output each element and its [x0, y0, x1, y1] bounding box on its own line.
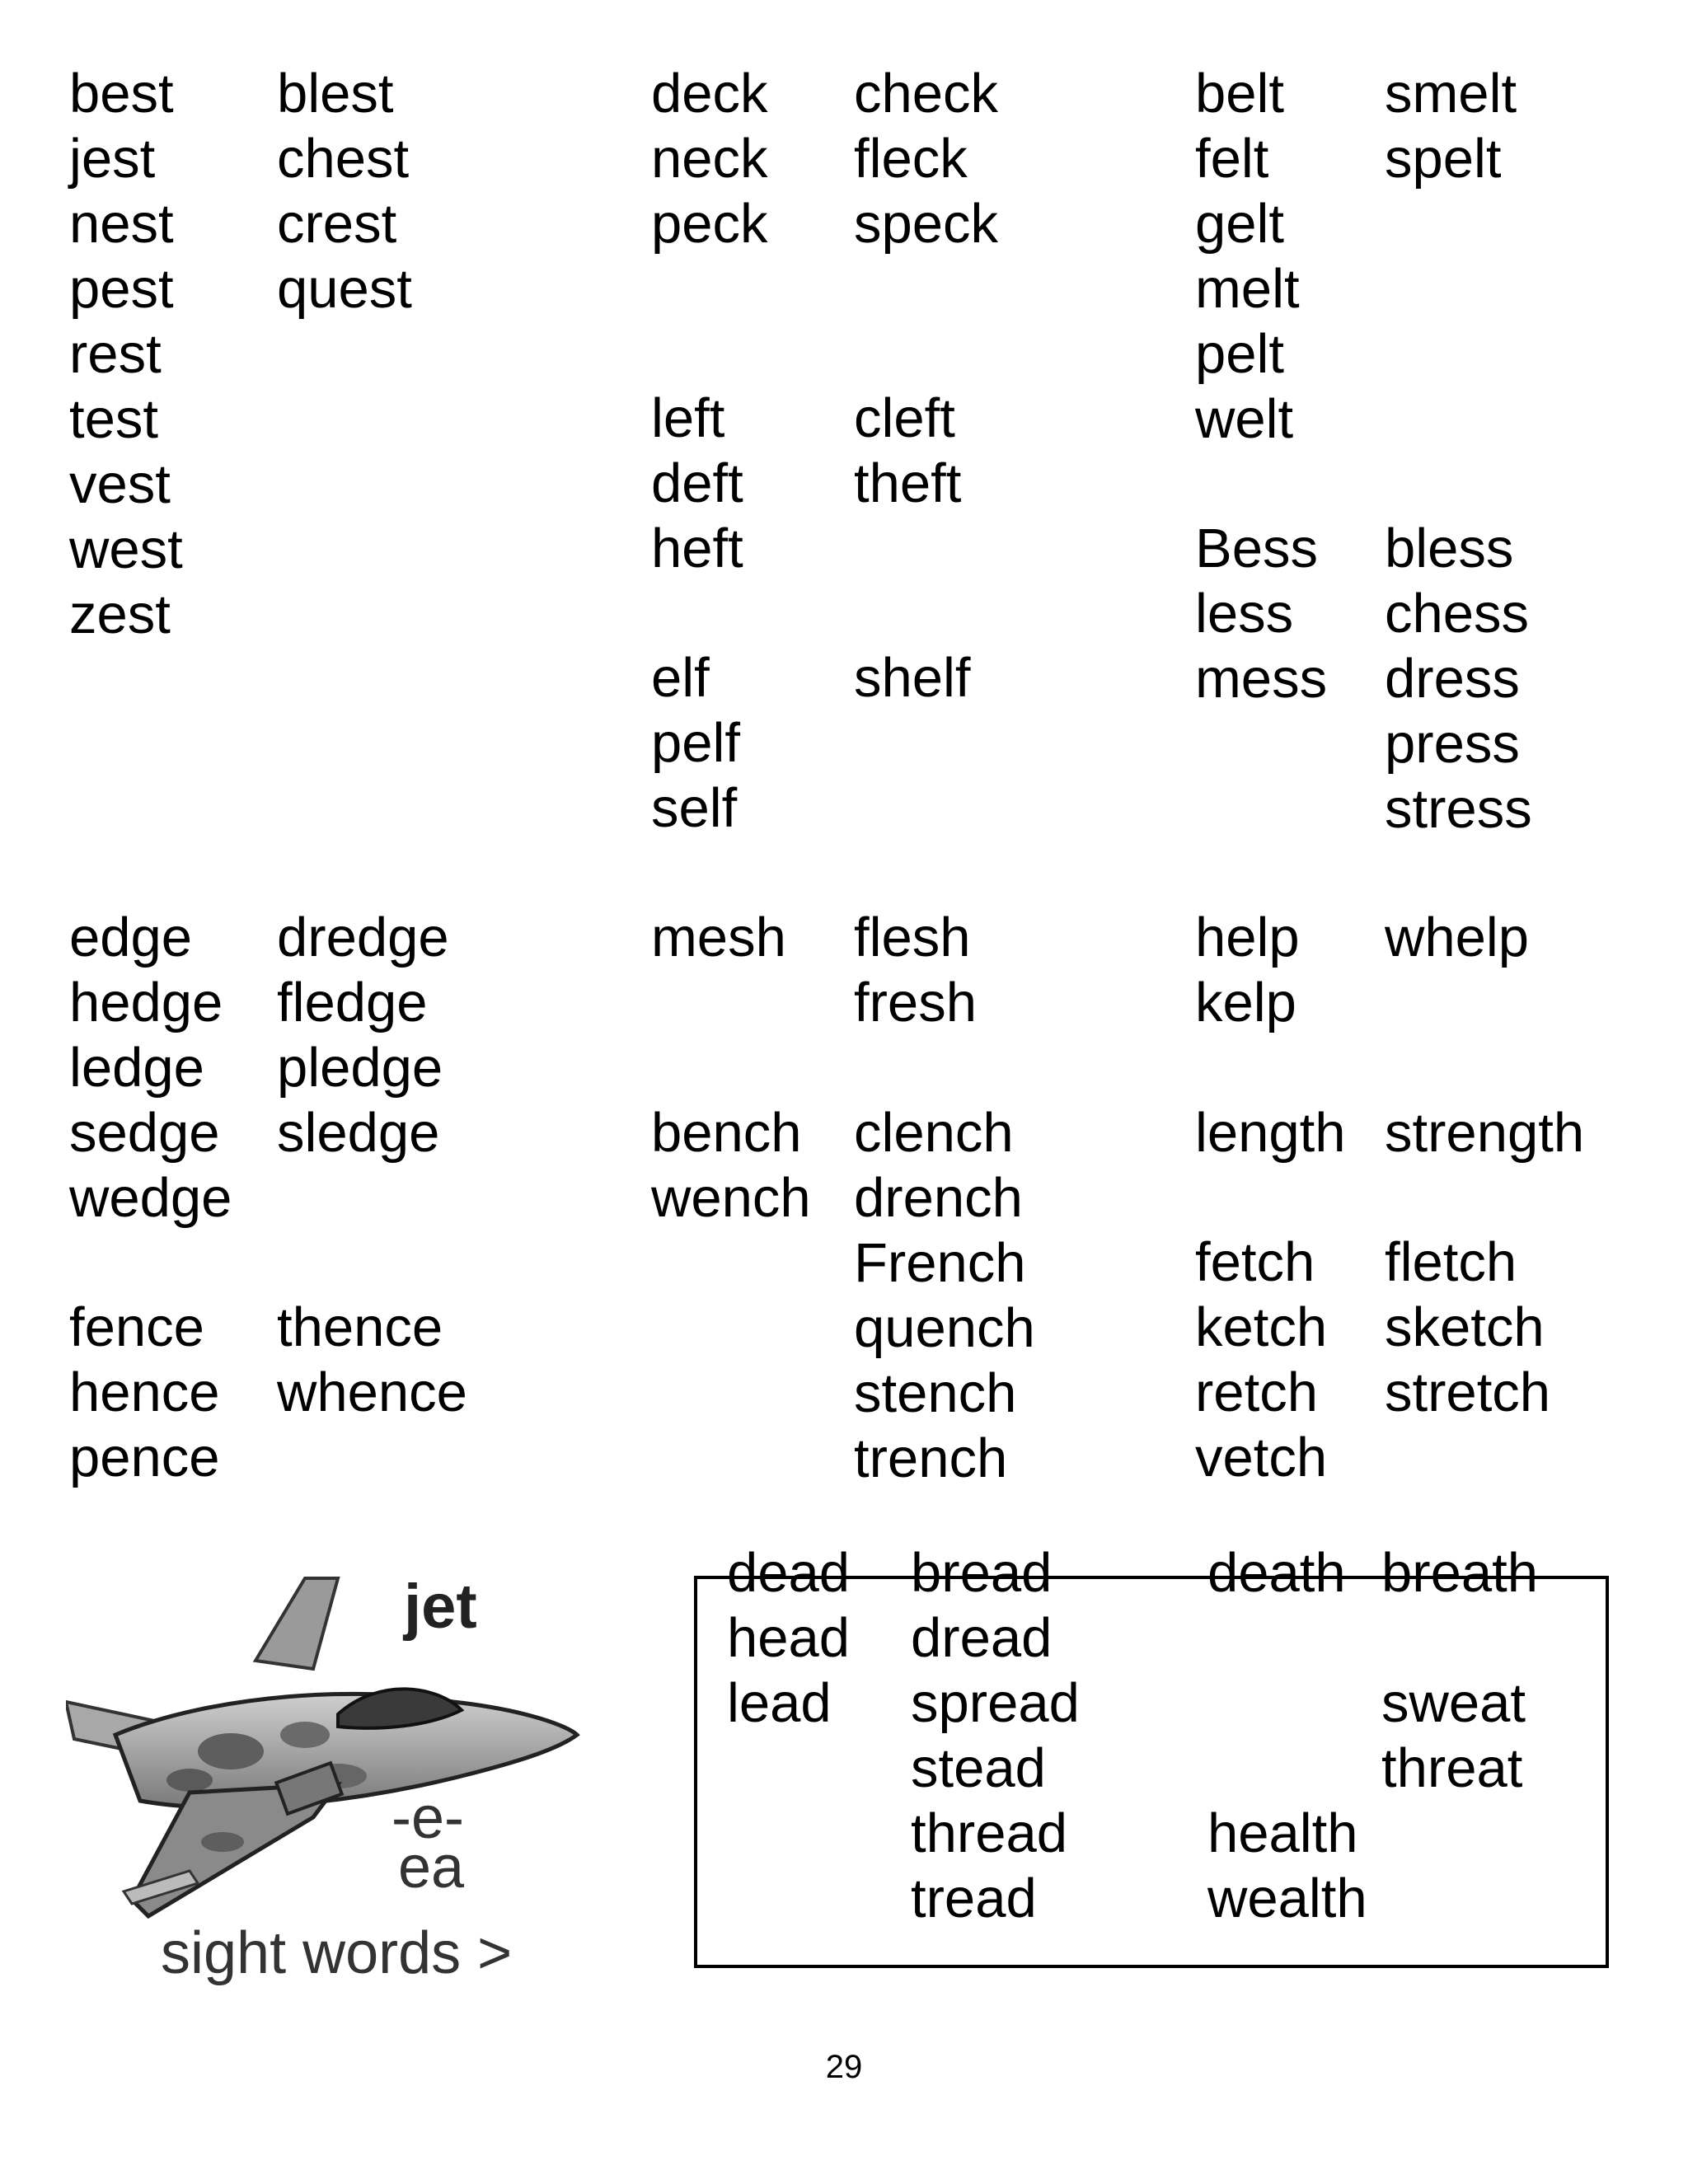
word-item: shelf	[854, 647, 971, 709]
word-item: melt	[1195, 258, 1300, 320]
word-item: death	[1207, 1542, 1346, 1604]
word-item: neck	[651, 128, 768, 190]
word-item: deft	[651, 452, 743, 514]
word-item: mesh	[651, 907, 786, 968]
word-item: sedge	[69, 1102, 220, 1164]
word-item: fetch	[1195, 1231, 1315, 1293]
word-item: zest	[69, 583, 171, 645]
word-item: thence	[277, 1296, 443, 1358]
word-item: test	[69, 388, 158, 450]
word-item: ledge	[69, 1037, 204, 1099]
word-item: threat	[1381, 1737, 1523, 1799]
word-item: pence	[69, 1427, 220, 1488]
word-item: whelp	[1385, 907, 1530, 968]
jet-plane-icon	[66, 1570, 593, 1933]
word-item: spread	[911, 1672, 1080, 1734]
word-item: dead	[727, 1542, 851, 1604]
word-item: quench	[854, 1297, 1035, 1359]
word-item: fence	[69, 1296, 204, 1358]
word-item: bless	[1385, 518, 1514, 579]
word-item: belt	[1195, 63, 1285, 124]
word-item: elf	[651, 647, 710, 709]
word-item: fleck	[854, 128, 968, 190]
word-item: peck	[651, 193, 768, 255]
word-item: dread	[911, 1607, 1053, 1669]
word-item: wench	[651, 1167, 811, 1229]
word-item: fresh	[854, 972, 977, 1033]
illustration-title: jet	[404, 1572, 477, 1642]
word-item: welt	[1195, 388, 1294, 450]
word-item: press	[1385, 713, 1520, 775]
word-item: nest	[69, 193, 174, 255]
word-item: jest	[69, 128, 156, 190]
word-item: left	[651, 387, 725, 449]
word-item: Bess	[1195, 518, 1318, 579]
word-item: help	[1195, 907, 1300, 968]
word-item: wealth	[1207, 1868, 1367, 1929]
word-item: west	[69, 518, 183, 580]
word-item: heft	[651, 518, 743, 579]
word-item: less	[1195, 583, 1294, 644]
word-item: ketch	[1195, 1296, 1328, 1358]
word-item: thread	[911, 1802, 1067, 1864]
word-item: drench	[854, 1167, 1023, 1229]
word-item: French	[854, 1232, 1026, 1294]
word-item: vetch	[1195, 1427, 1328, 1488]
page-number: 29	[825, 2049, 863, 2085]
word-item: breath	[1381, 1542, 1538, 1604]
word-item: head	[727, 1607, 851, 1669]
illustration-pattern-ea: ea	[398, 1835, 465, 1900]
word-item: dredge	[277, 907, 449, 968]
word-item: sledge	[277, 1102, 440, 1164]
word-item: stench	[854, 1362, 1017, 1424]
word-item: sketch	[1385, 1296, 1545, 1358]
word-item: sweat	[1381, 1672, 1526, 1734]
word-item: gelt	[1195, 193, 1285, 255]
word-item: stress	[1385, 778, 1532, 840]
word-item: self	[651, 777, 738, 839]
word-item: trench	[854, 1427, 1008, 1489]
word-item: quest	[277, 258, 412, 320]
word-item: clench	[854, 1102, 1014, 1164]
word-item: mess	[1195, 648, 1328, 710]
word-item: speck	[854, 193, 999, 255]
word-item: fledge	[277, 972, 428, 1033]
word-item: deck	[651, 63, 768, 124]
word-item: hence	[69, 1361, 220, 1423]
word-item: health	[1207, 1802, 1358, 1864]
word-item: best	[69, 63, 174, 124]
word-item: check	[854, 63, 999, 124]
word-item: retch	[1195, 1361, 1318, 1423]
word-item: hedge	[69, 972, 223, 1033]
word-item: strength	[1385, 1102, 1585, 1164]
word-item: pledge	[277, 1037, 443, 1099]
word-item: dress	[1385, 648, 1520, 710]
word-item: fletch	[1385, 1231, 1517, 1293]
word-item: blest	[277, 63, 394, 124]
word-item: crest	[277, 193, 397, 255]
word-item: felt	[1195, 128, 1269, 190]
sight-words-caption: sight words >	[161, 1920, 513, 1986]
word-item: pelt	[1195, 323, 1285, 385]
word-item: kelp	[1195, 972, 1296, 1033]
word-item: bench	[651, 1102, 802, 1164]
word-item: wedge	[69, 1167, 232, 1229]
word-item: chest	[277, 128, 410, 190]
word-item: spelt	[1385, 128, 1502, 190]
illustration-pattern-e: -e-	[392, 1785, 464, 1851]
word-item: chess	[1385, 583, 1530, 644]
word-item: cleft	[854, 387, 955, 449]
word-item: vest	[69, 453, 171, 515]
word-item: length	[1195, 1102, 1346, 1164]
word-item: theft	[854, 452, 962, 514]
word-item: smelt	[1385, 63, 1517, 124]
word-item: rest	[69, 323, 162, 385]
word-item: pest	[69, 258, 174, 320]
word-item: pelf	[651, 712, 741, 774]
word-item: bread	[911, 1542, 1053, 1604]
word-item: tread	[911, 1868, 1037, 1929]
word-item: flesh	[854, 907, 971, 968]
word-item: stretch	[1385, 1361, 1551, 1423]
word-item: stead	[911, 1737, 1046, 1799]
word-item: lead	[727, 1672, 832, 1734]
word-item: whence	[277, 1361, 467, 1423]
word-item: edge	[69, 907, 193, 968]
